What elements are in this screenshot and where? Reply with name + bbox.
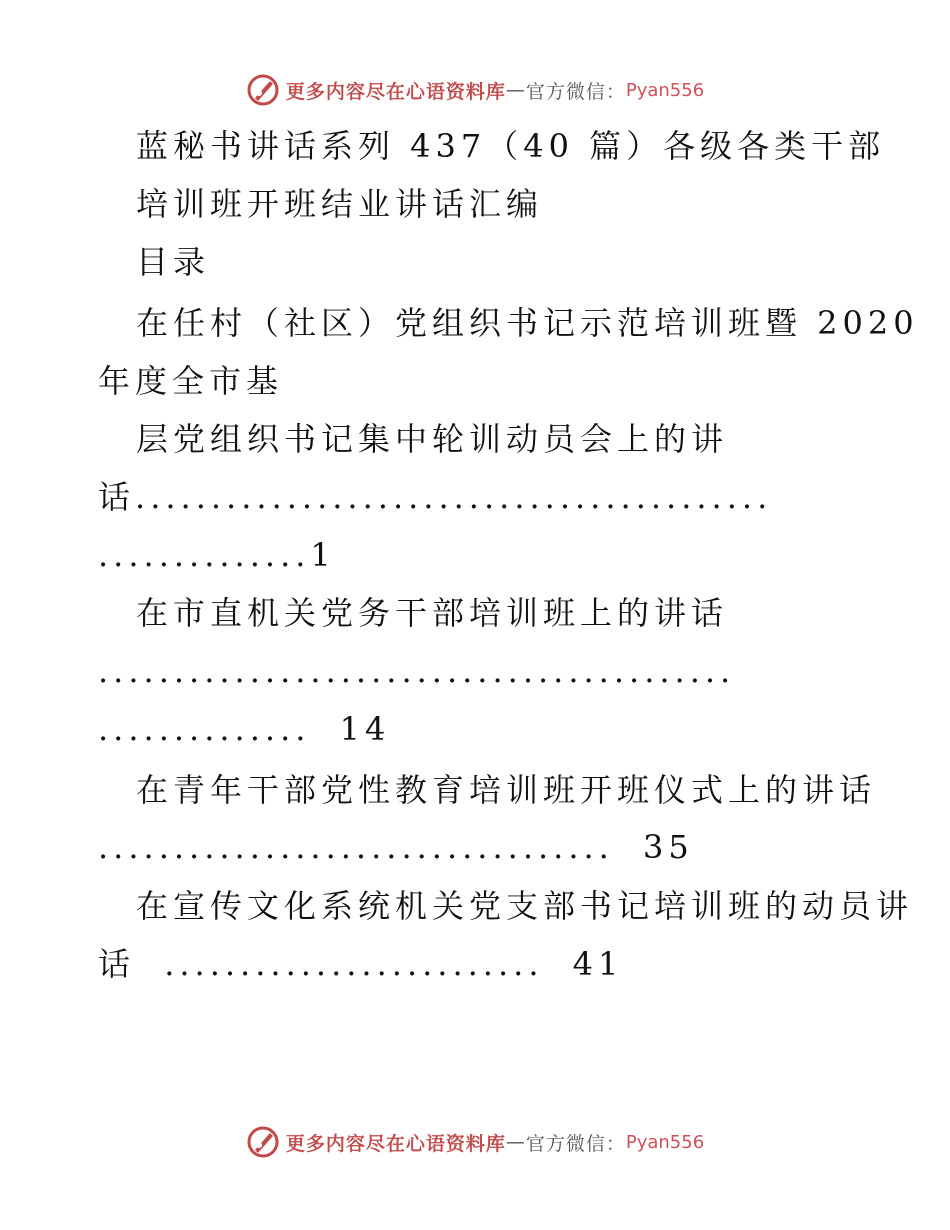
doc-title-line2: 培训班开班结业讲话汇编 [136,185,544,223]
toc-entry-text: 在青年干部党性教育培训班开班仪式上的讲话 [136,771,877,809]
watermark-main: 更多内容尽在心语资料库 [285,1132,506,1155]
toc-entry-text: 话 [98,478,136,516]
watermark-wechat-id: Pyan556 [625,1131,705,1153]
toc-leader-dots: .................................. [98,828,614,866]
toc-entry-page-row [98,827,694,867]
toc-entry-text: 年度全市基 [98,362,284,400]
watermark-wechat-label: 官方微信： [525,1132,626,1155]
toc-entry-text: 在市直机关党务干部培训班上的讲话 [136,594,729,632]
watermark-wechat-id: Pyan556 [625,79,705,101]
pen-logo-icon [246,1125,280,1159]
watermark-dash: — [505,1131,526,1153]
toc-heading: 目录 [136,243,211,281]
toc-leader-dots: .......................................... [98,652,736,690]
pen-logo-icon [246,73,280,107]
watermark-banner-bottom [0,1122,950,1162]
toc-entry-leader-row [98,477,848,517]
toc-entry-page-row [98,944,623,984]
watermark-main: 更多内容尽在心语资料库 [285,80,506,103]
watermark-banner-top [0,70,950,110]
toc-entry-text: 在任村（社区）党组织书记示范培训班暨 2020 [136,304,919,342]
toc-page-number: 1 [310,536,336,574]
toc-entry-text: 在宣传文化系统机关党支部书记培训班的动员讲 [136,887,914,925]
toc-entry-page-row [98,535,336,575]
toc-leader-dots: .......................................... [135,478,773,516]
toc-entry-text: 话 [98,945,136,983]
toc-leader-dots: .............. [98,710,311,748]
toc-page-number: 35 [643,828,694,866]
watermark-dash: — [505,79,526,101]
watermark-wechat-label: 官方微信： [525,80,626,103]
toc-entry-page-row [98,709,390,749]
toc-page-number: 14 [339,710,391,748]
toc-entry-text: 层党组织书记集中轮训动员会上的讲 [136,420,729,458]
toc-leader-dots: ......................... [164,945,544,983]
doc-title-line1: 蓝秘书讲话系列 437（40 篇）各级各类干部 [136,127,886,165]
toc-page-number: 41 [572,945,624,983]
toc-leader-dots: .............. [98,536,311,574]
